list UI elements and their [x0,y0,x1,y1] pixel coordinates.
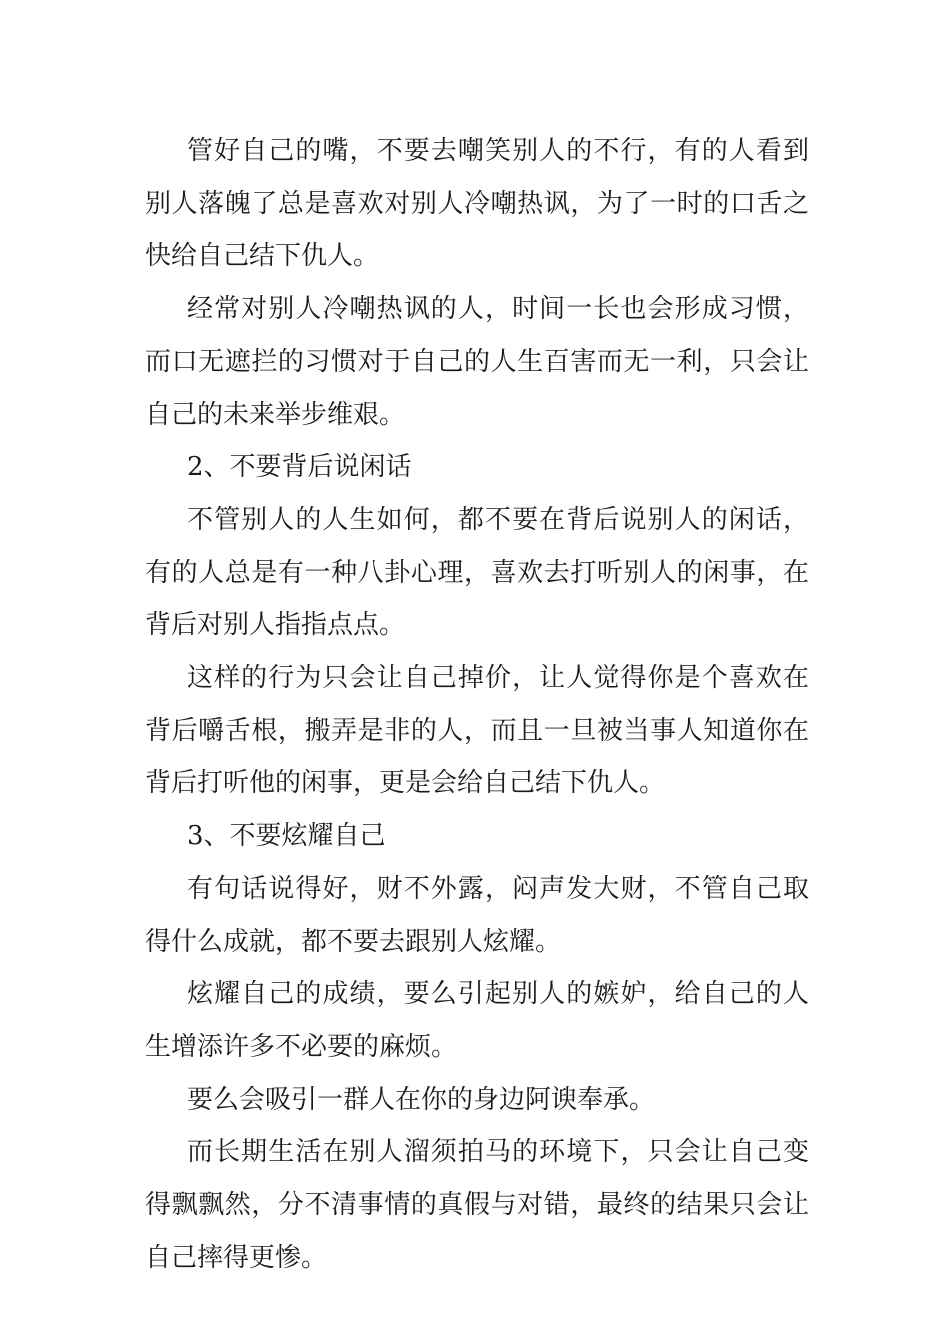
paragraph: 管好自己的嘴，不要去嘲笑别人的不行，有的人看到别人落魄了总是喜欢对别人冷嘲热讽，为了一时的口舌之快给自己结下仇人。 [145,136,809,272]
paragraph: 经常对别人冷嘲热讽的人，时间一长也会形成习惯，而口无遮拦的习惯对于自己的人生百害而无一利，只会让自己的未来举步维艰。 [145,294,809,430]
section-heading: 2、不要背后说闲话 [187,452,412,483]
section-heading: 3、不要炫耀自己 [187,821,386,852]
paragraph: 要么会吸引一群人在你的身边阿谀奉承。 [187,1084,656,1115]
paragraph: 而长期生活在别人溜须拍马的环境下，只会让自己变得飘飘然，分不清事情的真假与对错，最终的结果只会让自己摔得更惨。 [145,1137,809,1273]
paragraph: 这样的行为只会让自己掉价，让人觉得你是个喜欢在背后嚼舌根，搬弄是非的人，而且一旦被当事人知道你在背后打听他的闲事，更是会给自己结下仇人。 [145,663,809,799]
paragraph: 不管别人的人生如何，都不要在背后说别人的闲话，有的人总是有一种八卦心理，喜欢去打听别人的闲事，在背后对别人指指点点。 [145,504,809,641]
paragraph: 炫耀自己的成绩，要么引起别人的嫉妒，给自己的人生增添许多不必要的麻烦。 [145,979,809,1062]
paragraph: 有句话说得好，财不外露，闷声发大财，不管自己取得什么成就，都不要去跟别人炫耀。 [145,873,809,957]
document-body [145,125,809,1284]
